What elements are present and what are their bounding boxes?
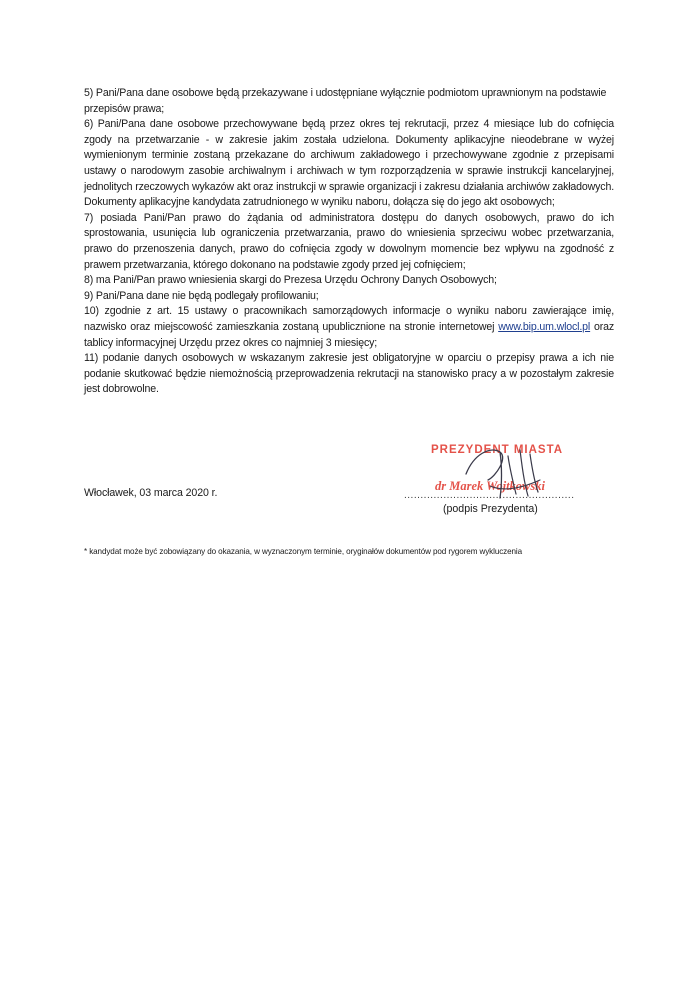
signature-line: .................................................... <box>404 490 575 501</box>
document-body <box>84 86 614 398</box>
place-and-date: Włocławek, 03 marca 2020 r. <box>84 487 218 499</box>
clause-11: 11) podanie danych osobowych w wskazanym zakresie jest obligatoryjne w oparciu o przepisy prawa a ich nie podanie skutkować będzie niemożnością przeprowadzenia rekrutacji na stanowisko pracy a w pozostałym zakresie jest dobrowolne. <box>84 352 614 396</box>
clause-10-text-after: oraz tablicy informacyjnej Urzędu przez okres co najmniej 3 miesięcy; <box>84 320 614 349</box>
clause-9: 9) Pani/Pana dane nie będą podlegały profilowaniu; <box>84 289 319 302</box>
stamp-name: dr Marek Wojtkowski <box>435 479 545 493</box>
clause-10-text-before: 10) zgodnie z art. 15 ustawy o pracownikach samorządowych informacje o wyniku naboru zawierające imię, nazwisko oraz miejscowość zamieszkania zostaną upublicznione na stronie internetowej <box>84 305 614 333</box>
clause-7: 7) posiada Pani/Pan prawo do żądania od administratora dostępu do danych osobowych, prawo do ich sprostowania, usunięcia lub ograniczenia przetwarzania, prawo do wniesienia sprzeciwu wobec przetwarzania, prawo do przenoszenia danych, prawo do cofnięcia zgody w dowolnym momencie bez wpływu na zgodność z prawem przetwarzania, którego dokonano na podstawie zgody przed jej cofnięciem; <box>84 211 614 271</box>
bip-website-link[interactable]: www.bip.um.wlocl.pl <box>498 320 591 333</box>
clause-8: 8) ma Pani/Pan prawo wniesienia skargi do Prezesa Urzędu Ochrony Danych Osobowych; <box>84 274 497 287</box>
clause-10 <box>84 304 614 351</box>
clause-5: 5) Pani/Pana dane osobowe będą przekazywane i udostępniane wyłącznie podmiotom uprawnionym na podstawie przepisów prawa; <box>84 87 607 115</box>
signature-caption: (podpis Prezydenta) <box>443 503 538 515</box>
clause-6: 6) Pani/Pana dane osobowe przechowywane będą przez okres tej rekrutacji, przez 4 miesiące lub do cofnięcia zgody na przetwarzanie - w zakresie jakim została udzielona. Dokumenty aplikacyjne nieodebrane w wyżej wymienionym terminie zostaną przekazane do archiwum zakładowego i przechowywane zgodnie z przepisami ustawy o narodowym zasobie archiwalnym i archiwach w tym rozporządzenia w sprawie instrukcji kancelaryjnej, jednolitych rzeczowych wykazów akt oraz instrukcji w sprawie organizacji i zakresu działania archiwów zakładowych. Dokumenty aplikacyjne kandydata zatrudnionego w wyniku naboru, dołącza się do jego akt osobowych; <box>84 118 614 209</box>
footnote: * kandydat może być zobowiązany do okazania, w wyznaczonym terminie, oryginałów dokumentów pod rygorem wykluczenia <box>84 547 523 556</box>
stamp-title: PREZYDENT MIASTA <box>431 444 564 456</box>
